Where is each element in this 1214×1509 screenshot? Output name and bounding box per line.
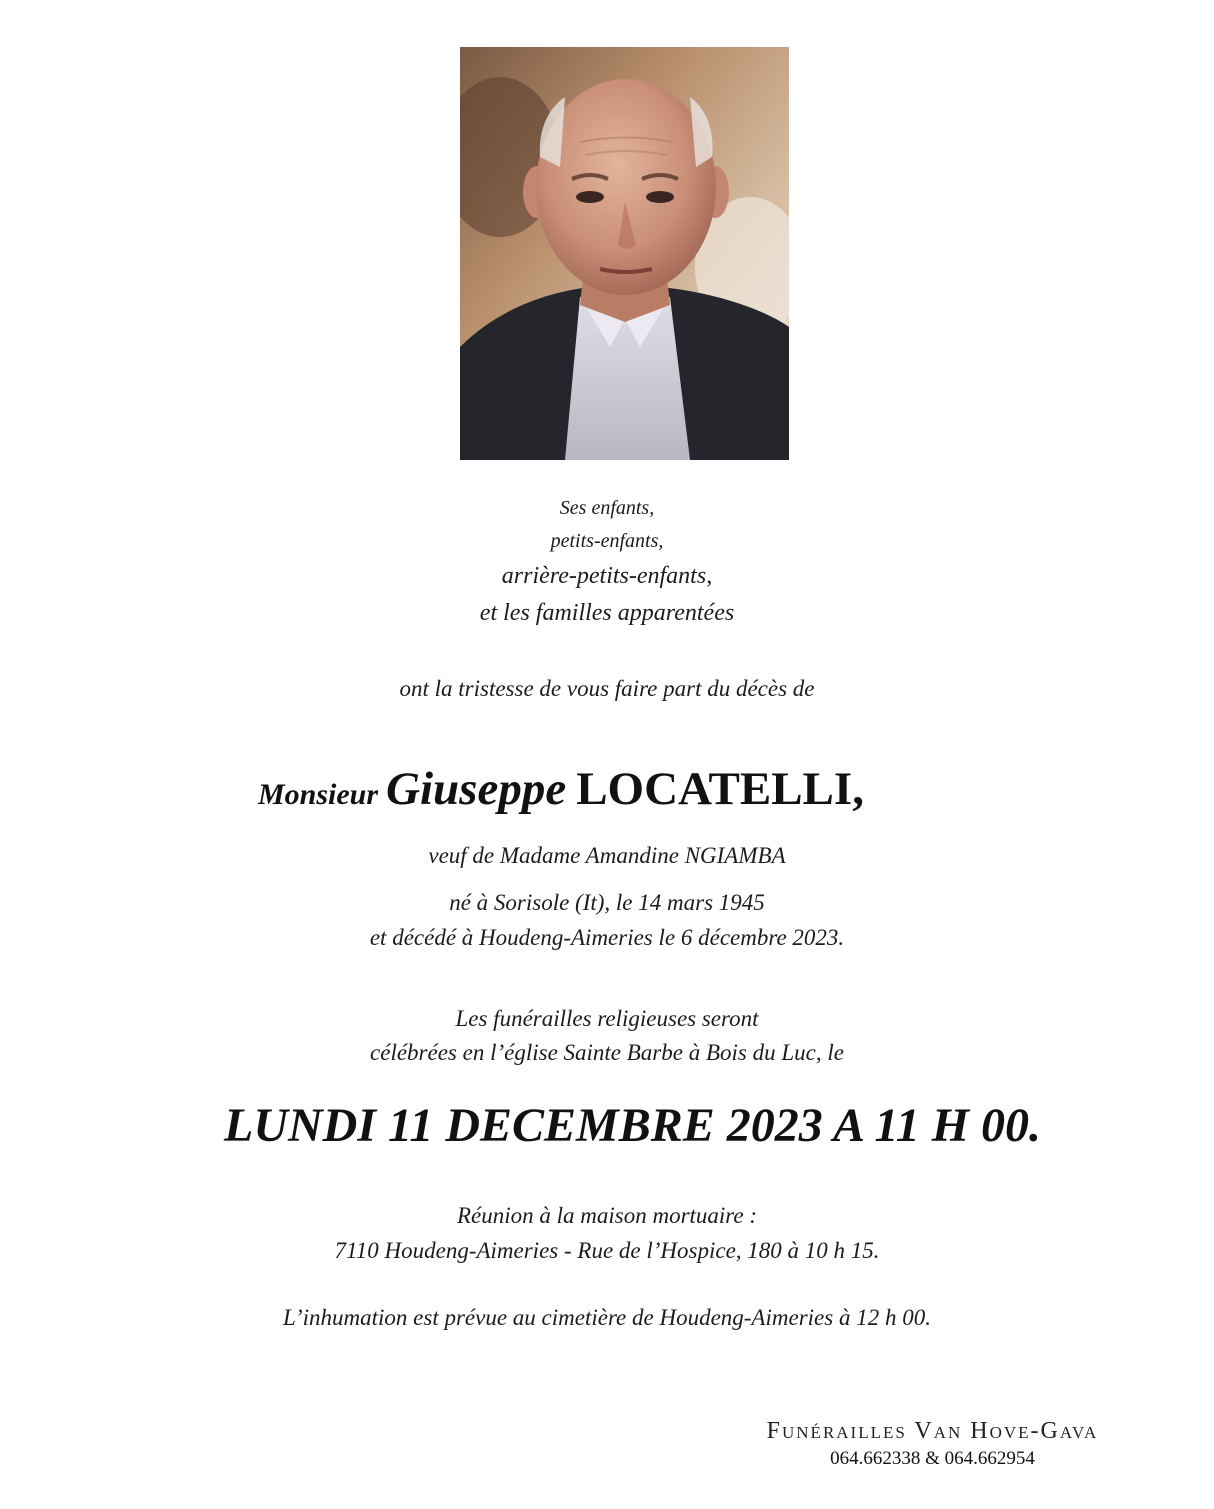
family-line-relatives: et les familles apparentées	[479, 600, 735, 626]
ceremony-line-1: Les funérailles religieuses seront	[455, 1006, 759, 1031]
family-line-children: Ses enfants,	[559, 497, 655, 519]
ceremony-date: LUNDI 11 DECEMBRE 2023 A 11 H 00.	[224, 1099, 1042, 1152]
birth-line: né à Sorisole (It), le 14 mars 1945	[449, 890, 765, 915]
funeral-home-name: Funérailles Van Hove-Gava	[766, 1418, 1099, 1444]
deceased-title: Monsieur	[258, 778, 379, 811]
portrait-photo	[460, 47, 789, 460]
family-line-great-grandchildren: arrière-petits-enfants,	[501, 563, 713, 589]
gathering-line-1: Réunion à la maison mortuaire :	[456, 1203, 758, 1228]
gathering-line-2: 7110 Houdeng-Aimeries - Rue de l’Hospice, 180 à 10 h 15.	[334, 1238, 880, 1263]
deceased-last-name: LOCATELLI,	[576, 763, 864, 815]
deceased-name	[258, 762, 864, 816]
family-line-grandchildren: petits-enfants,	[550, 530, 664, 552]
burial-line: L’inhumation est prévue au cimetière de Houdeng-Aimeries à 12 h 00.	[283, 1305, 931, 1330]
spouse-line: veuf de Madame Amandine NGIAMBA	[428, 843, 786, 868]
funeral-home-phones: 064.662338 & 064.662954	[830, 1448, 1035, 1469]
death-line: et décédé à Houdeng-Aimeries le 6 décembre 2023.	[369, 925, 845, 950]
announcement-text: ont la tristesse de vous faire part du décès de	[399, 676, 815, 701]
deceased-first-name: Giuseppe	[386, 763, 567, 815]
ceremony-line-2: célébrées en l’église Sainte Barbe à Bois du Luc, le	[370, 1040, 844, 1065]
